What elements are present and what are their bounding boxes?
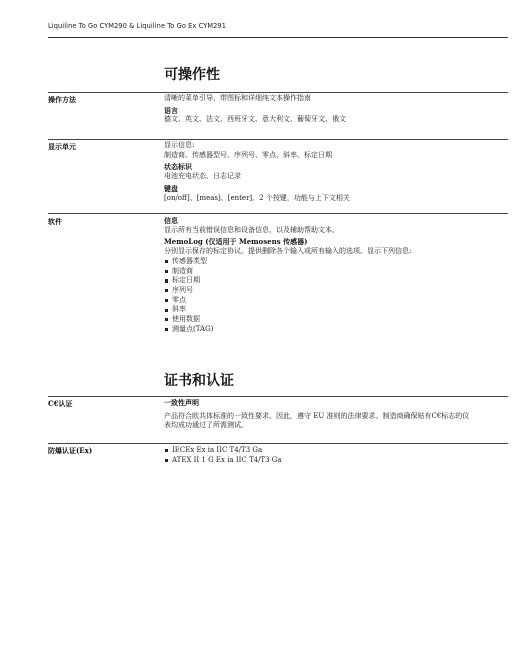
row-text: 表均成功通过了所需测试。 [164,421,248,430]
list-item: 测量点(TAG) [164,325,508,335]
header-divider [48,37,508,38]
list-item: 标定日期 [164,276,508,286]
row-text: 分别显示保存的标定协议。提供删除各个输入或所有输入的选项。显示下列信息: [164,247,412,256]
row-subheading-status: 状态标识 [164,162,192,172]
row-subheading-keypad: 键盘 [164,183,178,193]
row-text: 显示信息: [164,141,195,149]
list-item: 序列号 [164,286,508,296]
list-item: 零点 [164,296,508,306]
row-body-ex-approval [164,446,508,465]
section-title-operability: 可操作性 [164,67,220,83]
list-item: 斜率 [164,305,508,315]
memolog-bullet-list [164,257,508,335]
row-body-software [164,216,508,334]
row-text: 清晰的菜单引导，带图标和详细纯文本操作指南 [164,94,311,102]
list-item: 制造商 [164,267,508,277]
row-label-operation-method: 操作方法 [48,95,76,104]
row-subheading-info: 信息 [164,216,178,225]
row-divider [48,443,508,444]
row-label-software: 软件 [48,217,62,226]
list-item: ATEX II 1 G Ex ia IIC T4/T3 Ga [164,456,508,466]
row-text: [on/off]、[meas]、[enter]、2 个按键，功能与上下文相关 [164,193,350,202]
row-body-display [164,141,508,203]
row-label-ce-mark: C€认证 [48,399,73,408]
row-subheading-conformity: 一致性声明 [164,398,199,407]
row-divider [48,396,508,397]
ex-approval-bullet-list [164,446,508,465]
row-text: 显示所有当前错误信息和设备信息，以及辅助帮助文本。 [164,225,339,234]
list-item: IECEx Ex ia IIC T4/T3 Ga [164,446,508,456]
row-label-ex-approval: 防爆认证(Ex) [48,446,93,455]
row-body-ce-mark [164,398,508,431]
row-subheading-language: 语言 [164,105,178,115]
row-text: 制造商、传感器型号、序列号、零点、斜率、标定日期 [164,150,332,159]
row-divider [48,139,508,140]
row-divider [48,213,508,214]
document-header: Liquiline To Go CYM290 & Liquiline To Go Ex CYM291 [48,22,227,30]
section-title-certificates: 证书和认证 [164,373,234,389]
list-item: 传感器类型 [164,257,508,267]
row-divider [48,92,508,93]
list-item: 使用数据 [164,315,508,325]
row-subheading-memolog: MemoLog (仅适用于 Memosens 传感器) [164,237,308,247]
row-text: 德文、英文、法文、西班牙文、意大利文、葡萄牙文、俄文 [164,115,346,124]
row-text: 电池充电状态、日志记录 [164,172,241,181]
row-text: 产品符合欧共体标准的一致性要求。因此，遵守 EU 准则的法律要求。制造商确保贴有C€标志的仪 [164,411,470,420]
row-body-operation-method [164,94,508,125]
row-label-display: 显示单元 [48,142,76,151]
